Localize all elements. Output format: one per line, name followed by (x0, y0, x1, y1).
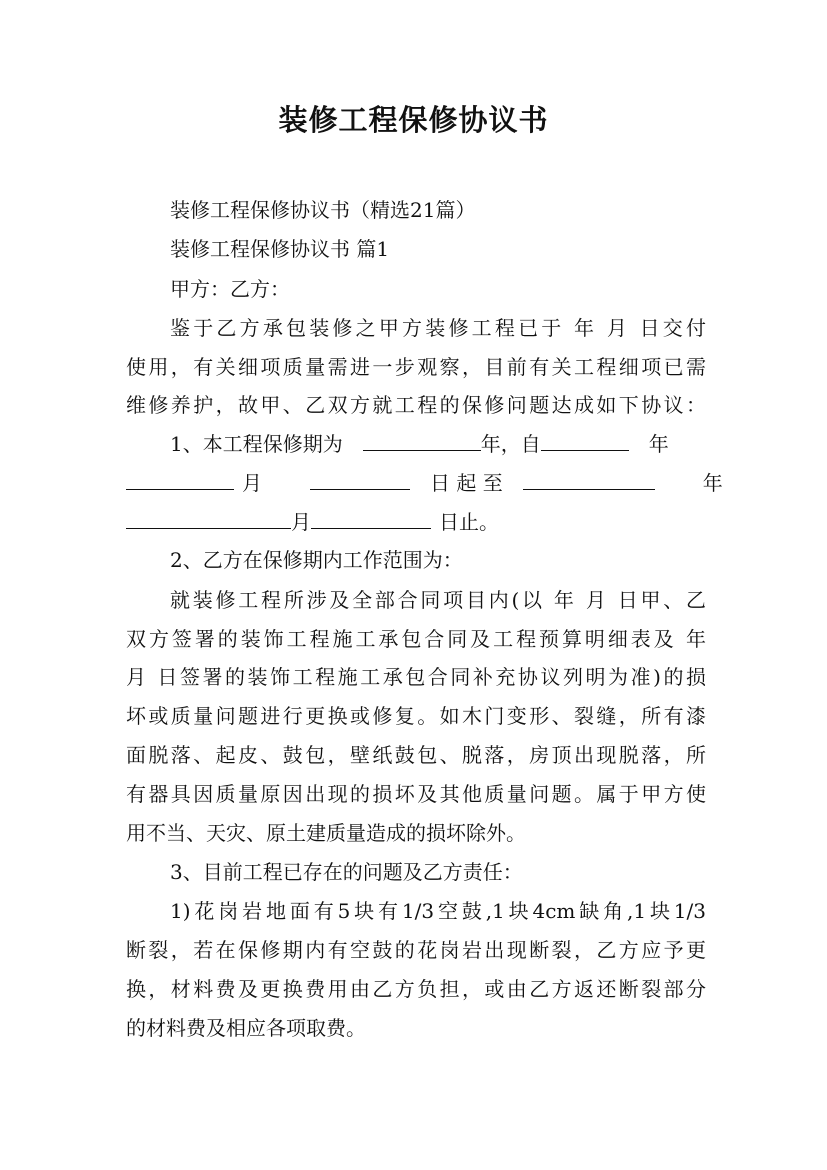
paragraph-line: 月 日签署的装饰工程施工承包合同补充协议列明为准)的损 (126, 665, 706, 689)
clause-1-text: 日 起 至 (430, 471, 503, 495)
blank-field (126, 508, 291, 529)
clause-1-text: 年 (648, 432, 669, 456)
clause-1-lead: 1、本工程保修期为 (170, 432, 343, 456)
clause-2-heading: 2、乙方在保修期内工作范围为： (170, 548, 463, 572)
document-subtitle: 装修工程保修协议书（精选21篇） (170, 198, 476, 222)
paragraph-line: 断裂，若在保修期内有空鼓的花岗岩出现断裂，乙方应予更 (126, 938, 706, 962)
paragraph-line: 坏或质量问题进行更换或修复。如木门变形、裂缝，所有漆 (126, 704, 706, 728)
paragraph-line: 面脱落、起皮、鼓包，壁纸鼓包、脱落，房顶出现脱落，所 (126, 743, 706, 767)
blank-field (310, 469, 410, 490)
paragraph-line: 换，材料费及更换费用由乙方负担，或由乙方返还断裂部分 (126, 977, 706, 1001)
paragraph-line: 鉴于乙方承包装修之甲方装修工程已于 年 月 日交付 (170, 316, 706, 340)
clause-1-text: 年，自 (480, 432, 541, 456)
blank-field (311, 508, 431, 529)
parties-line: 甲方：乙方： (170, 277, 290, 301)
paragraph-line: 就装修工程所涉及全部合同项目内(以 年 月 日甲、乙 (170, 588, 706, 612)
paragraph-line: 1)花岗岩地面有5块有1/3空鼓,1块4cm缺角,1块1/3 (170, 899, 706, 923)
clause-3-heading: 3、目前工程已存在的问题及乙方责任： (170, 860, 523, 884)
clause-1-text: 月 (242, 471, 262, 495)
paragraph-line: 的材料费及相应各项取费。 (126, 1016, 366, 1040)
paragraph-line: 用不当、天灾、原土建质量造成的损坏除外。 (126, 821, 526, 845)
blank-field (541, 430, 629, 451)
blank-field (363, 430, 481, 451)
paragraph-line: 有器具因质量原因出现的损坏及其他质量问题。属于甲方使 (126, 782, 706, 806)
blank-field (523, 469, 655, 490)
document-title: 装修工程保修协议书 (278, 103, 549, 137)
clause-1-text: 月 (291, 510, 311, 534)
clause-1-line (126, 469, 723, 497)
blank-field (126, 469, 234, 490)
clause-1-line (126, 508, 499, 536)
paragraph-line: 双方签署的装饰工程施工承包合同及工程预算明细表及 年 (126, 627, 706, 651)
section-heading: 装修工程保修协议书 篇1 (170, 237, 390, 261)
clause-1-text: 年 (702, 471, 723, 495)
clause-1-line (170, 430, 669, 458)
paragraph-line: 使用，有关细项质量需进一步观察，目前有关工程细项已需 (126, 355, 706, 379)
paragraph-line: 维修养护，故甲、乙双方就工程的保修问题达成如下协议： (126, 393, 706, 417)
clause-1-text: 日止。 (439, 510, 499, 534)
